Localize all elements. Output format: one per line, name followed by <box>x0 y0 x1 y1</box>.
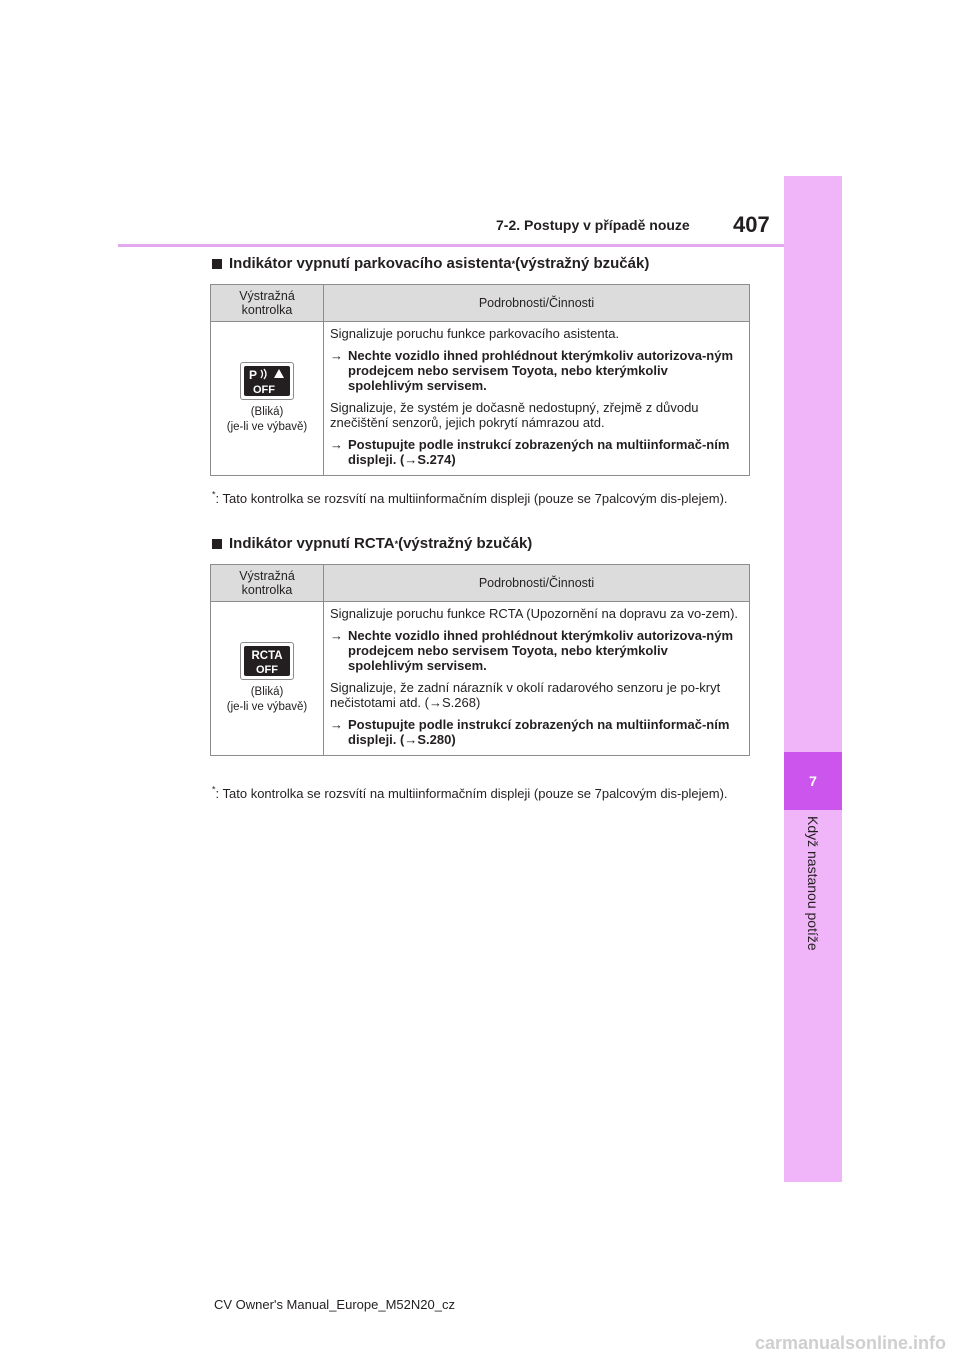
action-item <box>330 628 743 673</box>
action-item <box>330 348 743 393</box>
details-text: Signalizuje, že systém je dočasně nedostupný, zřejmě z důvodu znečištění senzorů, jejich pokrytí námrazou atd. <box>330 400 699 430</box>
section-heading-suffix: (výstražný bzučák) <box>515 255 650 272</box>
right-arrow-icon: → <box>330 437 343 452</box>
column-header-details: Podrobnosti/Činnosti <box>324 285 750 322</box>
watermark: carmanualsonline.info <box>754 1333 946 1353</box>
manual-id-footer: CV Owner's Manual_Europe_M52N20_cz <box>214 1297 455 1312</box>
page-number: 407 <box>733 212 770 237</box>
footnote-rcta <box>212 784 752 804</box>
square-bullet-icon <box>212 539 222 549</box>
parking-assist-off-icon <box>240 362 294 400</box>
svg-text:P: P <box>249 368 258 382</box>
action-item <box>330 717 743 747</box>
column-header-lamp: Výstražná kontrolka <box>211 565 324 602</box>
footnote-parking-assist <box>212 489 752 509</box>
action-text: Postupujte podle instrukcí zobrazených na multiinformač-ním displeji. (→S.280) <box>348 717 730 747</box>
section-heading-text: Indikátor vypnutí RCTA <box>229 535 395 552</box>
svg-text:OFF: OFF <box>253 384 275 396</box>
chapter-side-tab <box>784 176 842 1182</box>
lamp-cell <box>211 322 324 476</box>
rcta-off-icon <box>240 642 294 680</box>
header-divider <box>118 244 842 247</box>
table-header-row <box>211 285 750 322</box>
right-arrow-icon: → <box>330 717 343 732</box>
footnote-text: : Tato kontrolka se rozsvítí na multiinformačním displeji (pouze se 7palcovým dis-plejem). <box>215 786 728 801</box>
section-heading-rcta: Indikátor vypnutí RCTA * (výstražný bzučák) <box>212 535 532 552</box>
lamp-caption-equipment: (je-li ve výbavě) <box>226 701 308 713</box>
details-text: Signalizuje poruchu funkce parkovacího asistenta. <box>330 326 620 341</box>
chapter-label-text: Když nastanou potíže <box>805 816 821 951</box>
action-text: Nechte vozidlo ihned prohlédnout kterýmkoliv autorizova-ným prodejcem nebo servisem Toyota, nebo kterýmkoliv spolehlivým servisem. <box>348 628 733 673</box>
details-text: Signalizuje, že zadní nárazník v okolí radarového senzoru je po-kryt nečistotami atd. (→S.268) <box>330 680 721 710</box>
lamp-cell <box>211 602 324 756</box>
warning-table-parking-assist <box>210 284 750 476</box>
action-item <box>330 437 743 467</box>
section-heading-suffix: (výstražný bzučák) <box>398 535 533 552</box>
warning-table-rcta <box>210 564 750 756</box>
section-heading-parking-assist: Indikátor vypnutí parkovacího asistenta * (výstražný bzučák) <box>212 255 649 272</box>
details-text: Signalizuje poruchu funkce RCTA (Upozornění na dopravu za vo-zem). <box>330 606 739 621</box>
square-bullet-icon <box>212 259 222 269</box>
table-header-row <box>211 565 750 602</box>
table-row <box>211 322 750 476</box>
footnote-text: : Tato kontrolka se rozsvítí na multiinformačním displeji (pouze se 7palcovým dis-plejem). <box>215 491 728 506</box>
chapter-number-tab: 7 <box>784 752 842 810</box>
section-heading-text: Indikátor vypnutí parkovacího asistenta <box>229 255 512 272</box>
column-header-details: Podrobnosti/Činnosti <box>324 565 750 602</box>
parking-assist-off-glyph <box>244 366 290 396</box>
right-arrow-icon: → <box>330 348 343 363</box>
lamp-label-off: OFF <box>256 664 278 676</box>
section-title: 7-2. Postupy v případě nouze <box>496 217 690 233</box>
footnote-mark: * <box>212 784 216 795</box>
details-cell <box>324 602 750 756</box>
action-text: Nechte vozidlo ihned prohlédnout kterýmkoliv autorizova-ným prodejcem nebo servisem Toyota, nebo kterýmkoliv spolehlivým servisem. <box>348 348 733 393</box>
right-arrow-icon: → <box>330 628 343 643</box>
details-cell <box>324 322 750 476</box>
rcta-off-glyph <box>244 646 290 676</box>
action-text: Postupujte podle instrukcí zobrazených na multiinformač-ním displeji. (→S.274) <box>348 437 730 467</box>
lamp-label-rcta: RCTA <box>251 650 283 662</box>
footnote-mark: * <box>212 489 216 500</box>
lamp-caption-blinks: (Bliká) <box>250 406 284 418</box>
column-header-lamp: Výstražná kontrolka <box>211 285 324 322</box>
table-row <box>211 602 750 756</box>
lamp-caption-equipment: (je-li ve výbavě) <box>226 421 308 433</box>
chapter-label <box>784 816 842 976</box>
lamp-caption-blinks: (Bliká) <box>250 686 284 698</box>
